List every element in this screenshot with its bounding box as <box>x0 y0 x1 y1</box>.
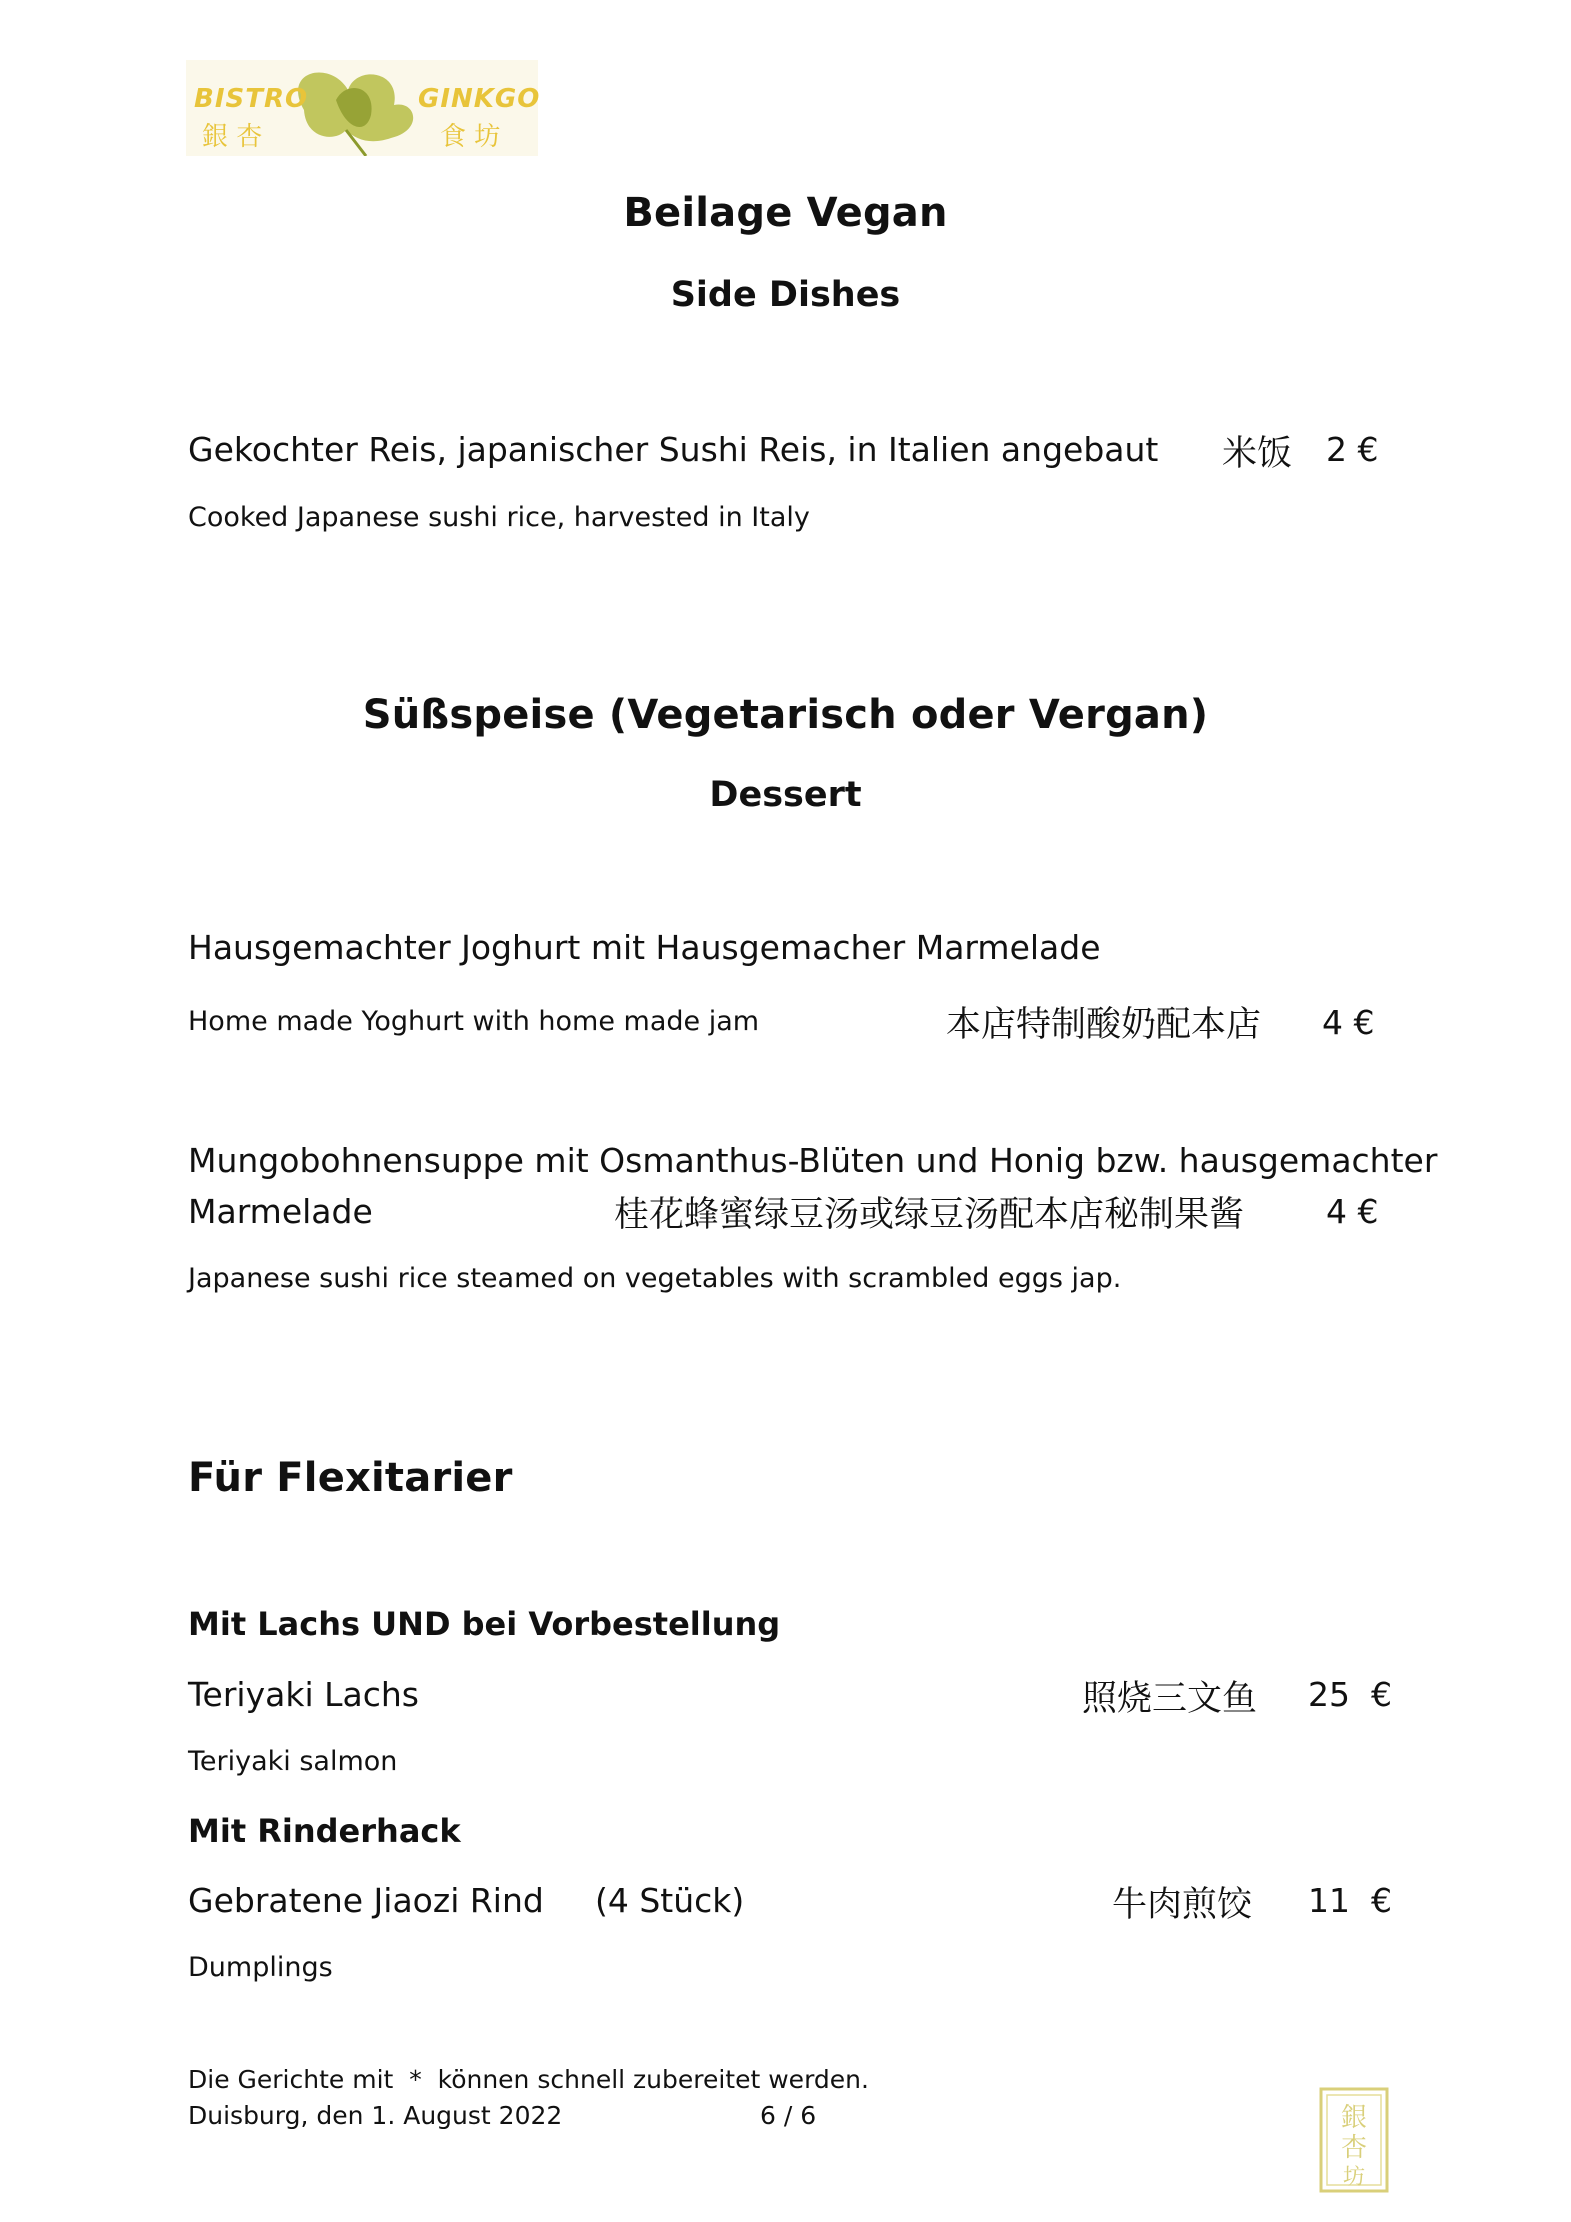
menu-item-price: 11 € <box>1308 1881 1392 1920</box>
restaurant-logo <box>186 60 541 156</box>
page-number: 6 / 6 <box>760 2101 817 2130</box>
menu-item-price: 4 € <box>1322 1003 1375 1042</box>
logo-cjk-right: 食 坊 <box>440 122 501 152</box>
menu-item-name-continued: Marmelade <box>188 1192 373 1231</box>
menu-item-name: Gebratene Jiaozi Rind <box>188 1881 544 1920</box>
seal-stamp-icon <box>1318 2086 1390 2194</box>
subsection-title: Mit Rinderhack <box>188 1812 461 1850</box>
menu-item-name: Hausgemachter Joghurt mit Hausgemacher Marmelade <box>188 928 1101 967</box>
section-title-side-de: Beilage Vegan <box>623 190 948 236</box>
menu-item-price: 4 € <box>1326 1192 1379 1231</box>
svg-text:坊: 坊 <box>1342 2165 1366 2190</box>
logo-text-bistro: BISTRO <box>194 84 309 114</box>
menu-item-name: Teriyaki Lachs <box>188 1675 419 1714</box>
menu-item-chinese: 照烧三文鱼 <box>1082 1679 1258 1719</box>
subsection-title: Mit Lachs UND bei Vorbestellung <box>188 1605 781 1643</box>
menu-item-description: Dumplings <box>188 1952 333 1983</box>
section-title-dessert-de: Süßspeise (Vegetarisch oder Vergan) <box>362 692 1209 738</box>
svg-text:銀: 銀 <box>1340 2103 1368 2133</box>
section-title-dessert-en: Dessert <box>709 775 862 815</box>
menu-item-description: Home made Yoghurt with home made jam <box>188 1006 760 1037</box>
menu-item-chinese: 牛肉煎饺 <box>1112 1885 1253 1925</box>
menu-item-chinese: 本店特制酸奶配本店 <box>946 1005 1262 1045</box>
logo-text-ginkgo: GINKGO <box>418 84 541 114</box>
menu-item-price: 25 € <box>1308 1675 1392 1714</box>
menu-item-description: Cooked Japanese sushi rice, harvested in Italy <box>188 502 810 533</box>
menu-item-name: Mungobohnensuppe mit Osmanthus-Blüten und Honig bzw. hausgemachter <box>188 1141 1438 1180</box>
menu-item-name: Gekochter Reis, japanischer Sushi Reis, in Italien angebaut <box>188 430 1159 469</box>
footer-place-date: Duisburg, den 1. August 2022 <box>188 2101 563 2130</box>
logo-cjk-left: 銀 杏 <box>202 122 263 152</box>
menu-item-description: Teriyaki salmon <box>188 1746 398 1777</box>
section-title-flexitarier: Für Flexitarier <box>188 1455 513 1501</box>
menu-item-chinese: 桂花蜂蜜绿豆汤或绿豆汤配本店秘制果酱 <box>614 1195 1245 1235</box>
svg-text:杏: 杏 <box>1340 2133 1368 2163</box>
section-title-side-en: Side Dishes <box>670 275 901 315</box>
menu-item-chinese: 米饭 <box>1222 434 1293 474</box>
menu-item-description: Japanese sushi rice steamed on vegetables with scrambled eggs jap. <box>188 1263 1122 1294</box>
menu-item-quantity: (4 Stück) <box>595 1881 745 1920</box>
menu-item-price: 2 € <box>1326 430 1379 469</box>
footer-note: Die Gerichte mit * können schnell zubereitet werden. <box>188 2065 869 2094</box>
